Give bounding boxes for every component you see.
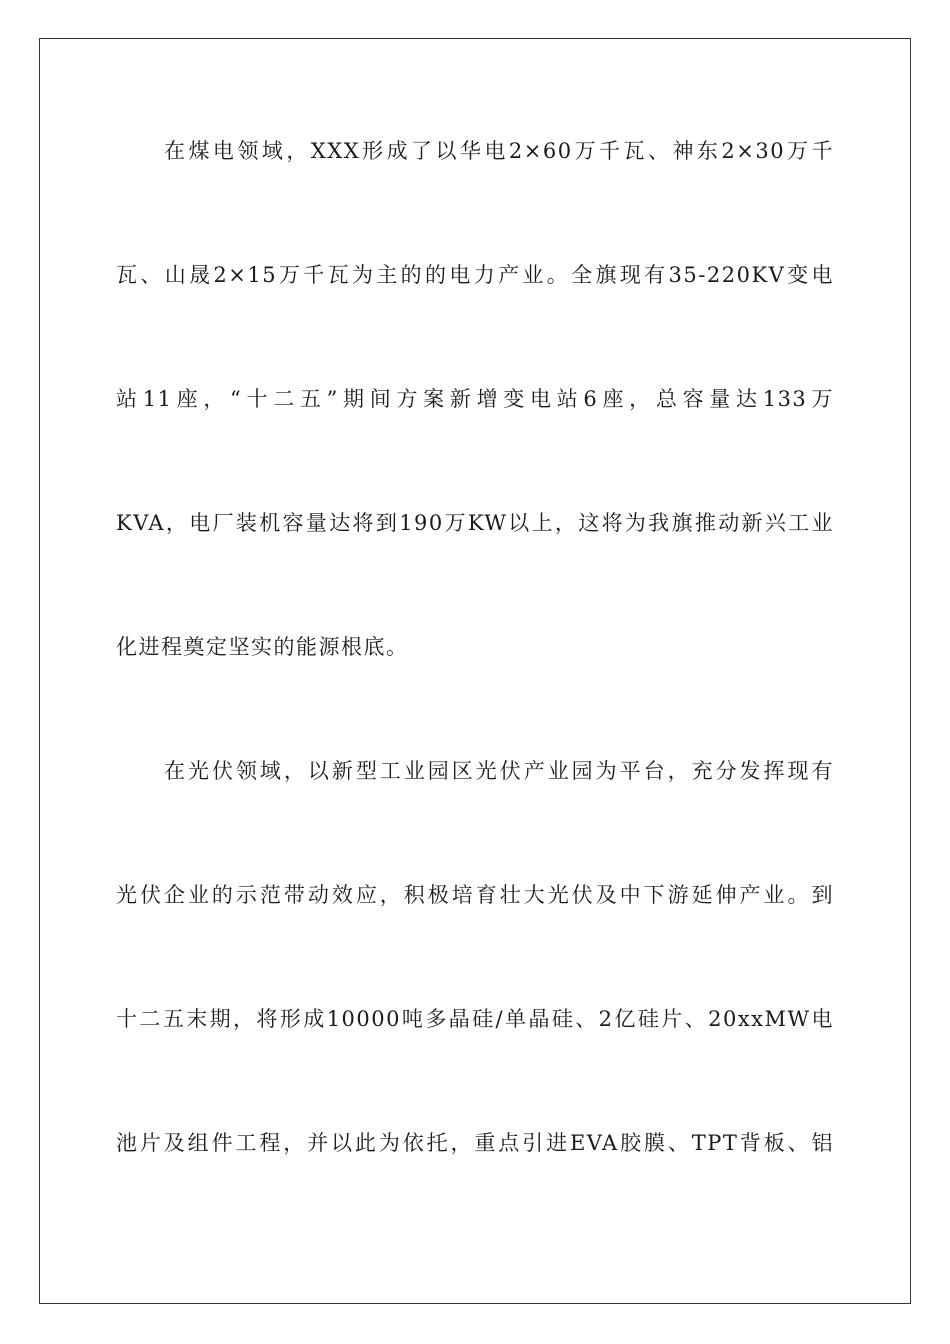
text-line: 在煤电领域，XXX形成了以华电2×60万千瓦、神东2×30万千	[164, 139, 834, 163]
text-line: 站11座，“十二五”期间方案新增变电站6座，总容量达133万	[116, 387, 834, 411]
text-line: KVA，电厂装机容量达将到190万KW以上，这将为我旗推动新兴工业	[116, 511, 834, 535]
paragraph-coal-power	[116, 126, 834, 746]
text-line: 在光伏领域，以新型工业园区光伏产业园为平台，充分发挥现有	[164, 759, 834, 783]
text-line: 十二五末期，将形成10000吨多晶硅/单晶硅、2亿硅片、20xxMW电	[116, 1007, 834, 1031]
text-line: 瓦、山晟2×15万千瓦为主的的电力产业。全旗现有35-220KV变电	[116, 263, 834, 287]
text-line: 化进程奠定坚实的能源根底。	[116, 635, 409, 659]
text-line: 池片及组件工程，并以此为依托，重点引进EVA胶膜、TPT背板、铝	[116, 1131, 834, 1155]
document-body	[116, 126, 834, 1242]
paragraph-photovoltaic	[116, 746, 834, 1242]
text-line: 光伏企业的示范带动效应，积极培育壮大光伏及中下游延伸产业。到	[116, 883, 834, 907]
